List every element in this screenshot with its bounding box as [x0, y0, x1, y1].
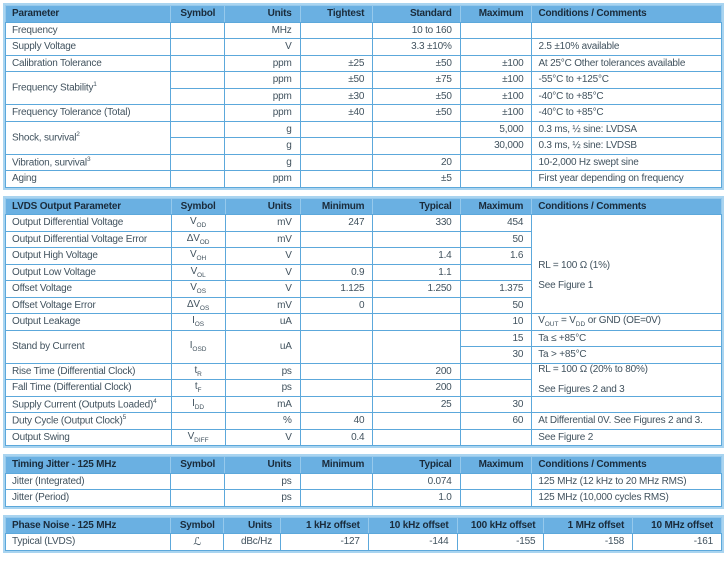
- cell: -144: [368, 534, 457, 551]
- cell: Typical (LVDS): [6, 534, 171, 551]
- cell: -158: [544, 534, 633, 551]
- cell: Offset Voltage Error: [6, 297, 172, 314]
- cell: 2.5 ±10% available: [532, 39, 722, 56]
- cell: [300, 363, 373, 380]
- cell: Output Differential Voltage Error: [6, 231, 172, 248]
- cell: 40: [300, 413, 373, 430]
- cell: Output Leakage: [6, 314, 172, 331]
- cell: 200: [373, 380, 460, 397]
- cell: [300, 39, 373, 56]
- table-row: [6, 473, 722, 490]
- cell: 0.9: [300, 264, 373, 281]
- cell: At 25°C Other tolerances available: [532, 55, 722, 72]
- cell: 10-2,000 Hz swept sine: [532, 154, 722, 171]
- cell: uA: [225, 314, 300, 331]
- table-row: [6, 55, 722, 72]
- table-row: [6, 121, 722, 138]
- cell: [300, 171, 373, 188]
- table-row: [6, 314, 722, 331]
- cell: [171, 72, 225, 89]
- cell: 5,000: [460, 121, 532, 138]
- cell: Ta > +85°C: [532, 347, 722, 364]
- spec-table-general-parameters: [5, 5, 722, 188]
- cell: Supply Voltage: [6, 39, 171, 56]
- cell: ±25: [300, 55, 373, 72]
- cell: 125 MHz (12 kHz to 20 MHz RMS): [532, 473, 722, 490]
- table-row: [6, 429, 722, 446]
- cell: ppm: [225, 171, 300, 188]
- cell: V: [225, 429, 300, 446]
- cell: Output Low Voltage: [6, 264, 172, 281]
- cell: 1.1: [373, 264, 460, 281]
- column-header: LVDS Output Parameter: [6, 198, 172, 215]
- cell: $V_{OD}$: [171, 215, 225, 232]
- cell: $I_{DD}$: [171, 396, 225, 413]
- cell: Supply Current (Outputs Loaded)$^4$: [6, 396, 172, 413]
- cell: ±30: [300, 88, 373, 105]
- cell: %: [225, 413, 300, 430]
- cell: [300, 330, 373, 363]
- cell: 0.4: [300, 429, 373, 446]
- cell: [460, 154, 532, 171]
- cell: [171, 473, 225, 490]
- section-phase-noise: [3, 515, 724, 553]
- spec-table-lvds-output: [5, 198, 722, 447]
- cell: 10 to 160: [373, 22, 460, 39]
- column-header: Typical: [373, 198, 460, 215]
- cell: ±100: [460, 105, 532, 122]
- cell: 0.074: [373, 473, 460, 490]
- cell: 60: [460, 413, 532, 430]
- cell: MHz: [225, 22, 300, 39]
- cell: V: [225, 281, 300, 298]
- cell: [373, 138, 460, 155]
- cell: ±75: [373, 72, 460, 89]
- cell: 1.250: [373, 281, 460, 298]
- cell: ±50: [373, 55, 460, 72]
- column-header: Units: [225, 457, 300, 474]
- cell: 3.3 ±10%: [373, 39, 460, 56]
- cell: mV: [225, 215, 300, 232]
- column-header: 1 MHz offset: [544, 517, 633, 534]
- cell: V: [225, 39, 300, 56]
- column-header: Symbol: [171, 457, 225, 474]
- cell: mA: [225, 396, 300, 413]
- cell: g: [225, 121, 300, 138]
- column-header: Units: [224, 517, 281, 534]
- cell: 25: [373, 396, 460, 413]
- column-header: Phase Noise - 125 MHz: [6, 517, 171, 534]
- cell: 30: [460, 347, 532, 364]
- cell: ±50: [300, 72, 373, 89]
- header-row: [6, 6, 722, 23]
- column-header: 10 MHz offset: [633, 517, 722, 534]
- cell: 1.0: [373, 490, 460, 507]
- spec-table-phase-noise: [5, 517, 722, 551]
- cell: [460, 171, 532, 188]
- cell: [171, 88, 225, 105]
- cell: $V_{OUT} = V_{DD}$ or GND (OE=0V): [532, 314, 722, 331]
- cell: [171, 171, 225, 188]
- cell: [171, 55, 225, 72]
- cell: [460, 363, 532, 380]
- cell: 10: [460, 314, 532, 331]
- cell: Ta ≤ +85°C: [532, 330, 722, 347]
- cell: ppm: [225, 88, 300, 105]
- column-header: Symbol: [171, 517, 224, 534]
- table-row: [6, 154, 722, 171]
- cell: Aging: [6, 171, 171, 188]
- column-header: Typical: [373, 457, 460, 474]
- cell: [460, 490, 532, 507]
- column-header: Timing Jitter - 125 MHz: [6, 457, 171, 474]
- cell: Output High Voltage: [6, 248, 172, 265]
- column-header: Maximum: [460, 6, 532, 23]
- cell: [300, 473, 373, 490]
- column-header: Standard: [373, 6, 460, 23]
- cell: 1.125: [300, 281, 373, 298]
- cell: [171, 154, 225, 171]
- cell: mV: [225, 231, 300, 248]
- column-header: Conditions / Comments: [532, 6, 722, 23]
- cell: ps: [225, 473, 300, 490]
- cell: 0.3 ms, ½ sine: LVDSA: [532, 121, 722, 138]
- cell: $I_{OS}$: [171, 314, 225, 331]
- cell: ppm: [225, 105, 300, 122]
- cell: ps: [225, 363, 300, 380]
- cell: g: [225, 138, 300, 155]
- cell: 247: [300, 215, 373, 232]
- cell: [373, 330, 460, 363]
- table-row: [6, 39, 722, 56]
- cell: [171, 138, 225, 155]
- cell: V: [225, 248, 300, 265]
- cell: 200: [373, 363, 460, 380]
- cell: [460, 264, 532, 281]
- cell: ±100: [460, 88, 532, 105]
- cell: [300, 490, 373, 507]
- section-lvds-output-parameters: [3, 196, 724, 449]
- cell: ppm: [225, 55, 300, 72]
- cell: $V_{OL}$: [171, 264, 225, 281]
- cell: 125 MHz (10,000 cycles RMS): [532, 490, 722, 507]
- cell: ±50: [373, 105, 460, 122]
- cell: RL = 100 Ω (1%) See Figure 1: [532, 215, 722, 314]
- cell: Jitter (Integrated): [6, 473, 171, 490]
- section-timing-jitter: [3, 454, 724, 509]
- cell: 20: [373, 154, 460, 171]
- cell: [373, 231, 460, 248]
- cell: [171, 121, 225, 138]
- cell: [532, 396, 722, 413]
- cell: ps: [225, 490, 300, 507]
- column-header: Symbol: [171, 6, 225, 23]
- cell: -40°C to +85°C: [532, 88, 722, 105]
- cell: At Differential 0V. See Figures 2 and 3.: [532, 413, 722, 430]
- cell: Frequency Stability$^1$: [6, 72, 171, 105]
- table-row: [6, 171, 722, 188]
- table-row: [6, 72, 722, 89]
- cell: uA: [225, 330, 300, 363]
- cell: 1.375: [460, 281, 532, 298]
- column-header: Minimum: [300, 198, 373, 215]
- cell: [532, 22, 722, 39]
- table-row: [6, 534, 722, 551]
- cell: ±100: [460, 72, 532, 89]
- cell: 0: [300, 297, 373, 314]
- cell: [460, 429, 532, 446]
- cell: -127: [281, 534, 369, 551]
- cell: Rise Time (Differential Clock): [6, 363, 172, 380]
- cell: $\Delta V_{OD}$: [171, 231, 225, 248]
- cell: Duty Cycle (Output Clock)$^5$: [6, 413, 172, 430]
- cell: 30: [460, 396, 532, 413]
- cell: Fall Time (Differential Clock): [6, 380, 172, 397]
- column-header: Symbol: [171, 198, 225, 215]
- table-row: [6, 413, 722, 430]
- header-row: [6, 457, 722, 474]
- cell: [300, 231, 373, 248]
- cell: Output Differential Voltage: [6, 215, 172, 232]
- cell: 50: [460, 231, 532, 248]
- cell: $I_{OSD}$: [171, 330, 225, 363]
- cell: g: [225, 154, 300, 171]
- cell: First year depending on frequency: [532, 171, 722, 188]
- column-header: 100 kHz offset: [457, 517, 544, 534]
- cell: RL = 100 Ω (20% to 80%) See Figures 2 and 3: [532, 363, 722, 396]
- cell: $V_{OS}$: [171, 281, 225, 298]
- cell: Output Swing: [6, 429, 172, 446]
- table-row: [6, 105, 722, 122]
- cell: -40°C to +85°C: [532, 105, 722, 122]
- column-header: Units: [225, 6, 300, 23]
- cell: [373, 429, 460, 446]
- table-row: [6, 22, 722, 39]
- cell: 1.6: [460, 248, 532, 265]
- cell: 454: [460, 215, 532, 232]
- spec-table-timing-jitter: [5, 456, 722, 507]
- cell: [460, 380, 532, 397]
- cell: 330: [373, 215, 460, 232]
- table-row: [6, 330, 722, 347]
- cell: Stand by Current: [6, 330, 172, 363]
- cell: ±100: [460, 55, 532, 72]
- cell: ±40: [300, 105, 373, 122]
- cell: 0.3 ms, ½ sine: LVDSB: [532, 138, 722, 155]
- cell: -55°C to +125°C: [532, 72, 722, 89]
- cell: Jitter (Period): [6, 490, 171, 507]
- cell: [300, 121, 373, 138]
- cell: 1.4: [373, 248, 460, 265]
- cell: [460, 22, 532, 39]
- cell: mV: [225, 297, 300, 314]
- cell: dBc/Hz: [224, 534, 281, 551]
- column-header: 1 kHz offset: [281, 517, 369, 534]
- cell: $t_R$: [171, 363, 225, 380]
- table-row: [6, 396, 722, 413]
- cell: [300, 396, 373, 413]
- cell: [171, 105, 225, 122]
- cell: Offset Voltage: [6, 281, 172, 298]
- cell: Frequency Tolerance (Total): [6, 105, 171, 122]
- section-general-parameters: [3, 3, 724, 190]
- cell: ppm: [225, 72, 300, 89]
- cell: ps: [225, 380, 300, 397]
- cell: V: [225, 264, 300, 281]
- column-header: Conditions / Comments: [532, 457, 722, 474]
- cell: [373, 413, 460, 430]
- cell: See Figure 2: [532, 429, 722, 446]
- header-row: [6, 198, 722, 215]
- cell: Shock, survival$^2$: [6, 121, 171, 154]
- cell: ±5: [373, 171, 460, 188]
- table-row: [6, 215, 722, 232]
- cell: [300, 314, 373, 331]
- table-row: [6, 363, 722, 380]
- cell: $V_{DIFF}$: [171, 429, 225, 446]
- header-row: [6, 517, 722, 534]
- cell: [171, 413, 225, 430]
- cell: Frequency: [6, 22, 171, 39]
- cell: [373, 297, 460, 314]
- cell: ℒ: [171, 534, 224, 551]
- cell: 15: [460, 330, 532, 347]
- cell: $\Delta V_{OS}$: [171, 297, 225, 314]
- cell: [373, 314, 460, 331]
- column-header: Maximum: [460, 198, 532, 215]
- cell: [300, 248, 373, 265]
- cell: Calibration Tolerance: [6, 55, 171, 72]
- column-header: Minimum: [300, 457, 373, 474]
- cell: [300, 380, 373, 397]
- cell: [171, 490, 225, 507]
- column-header: Conditions / Comments: [532, 198, 722, 215]
- cell: -155: [457, 534, 544, 551]
- table-row: [6, 490, 722, 507]
- cell: ±50: [373, 88, 460, 105]
- cell: [373, 121, 460, 138]
- column-header: Maximum: [460, 457, 532, 474]
- cell: 50: [460, 297, 532, 314]
- cell: [460, 39, 532, 56]
- column-header: Parameter: [6, 6, 171, 23]
- cell: [300, 138, 373, 155]
- cell: -161: [633, 534, 722, 551]
- cell: Vibration, survival$^3$: [6, 154, 171, 171]
- cell: $t_F$: [171, 380, 225, 397]
- column-header: 10 kHz offset: [368, 517, 457, 534]
- cell: 30,000: [460, 138, 532, 155]
- cell: [171, 22, 225, 39]
- cell: [300, 154, 373, 171]
- column-header: Tightest: [300, 6, 373, 23]
- cell: [171, 39, 225, 56]
- column-header: Units: [225, 198, 300, 215]
- cell: $V_{OH}$: [171, 248, 225, 265]
- cell: [300, 22, 373, 39]
- cell: [460, 473, 532, 490]
